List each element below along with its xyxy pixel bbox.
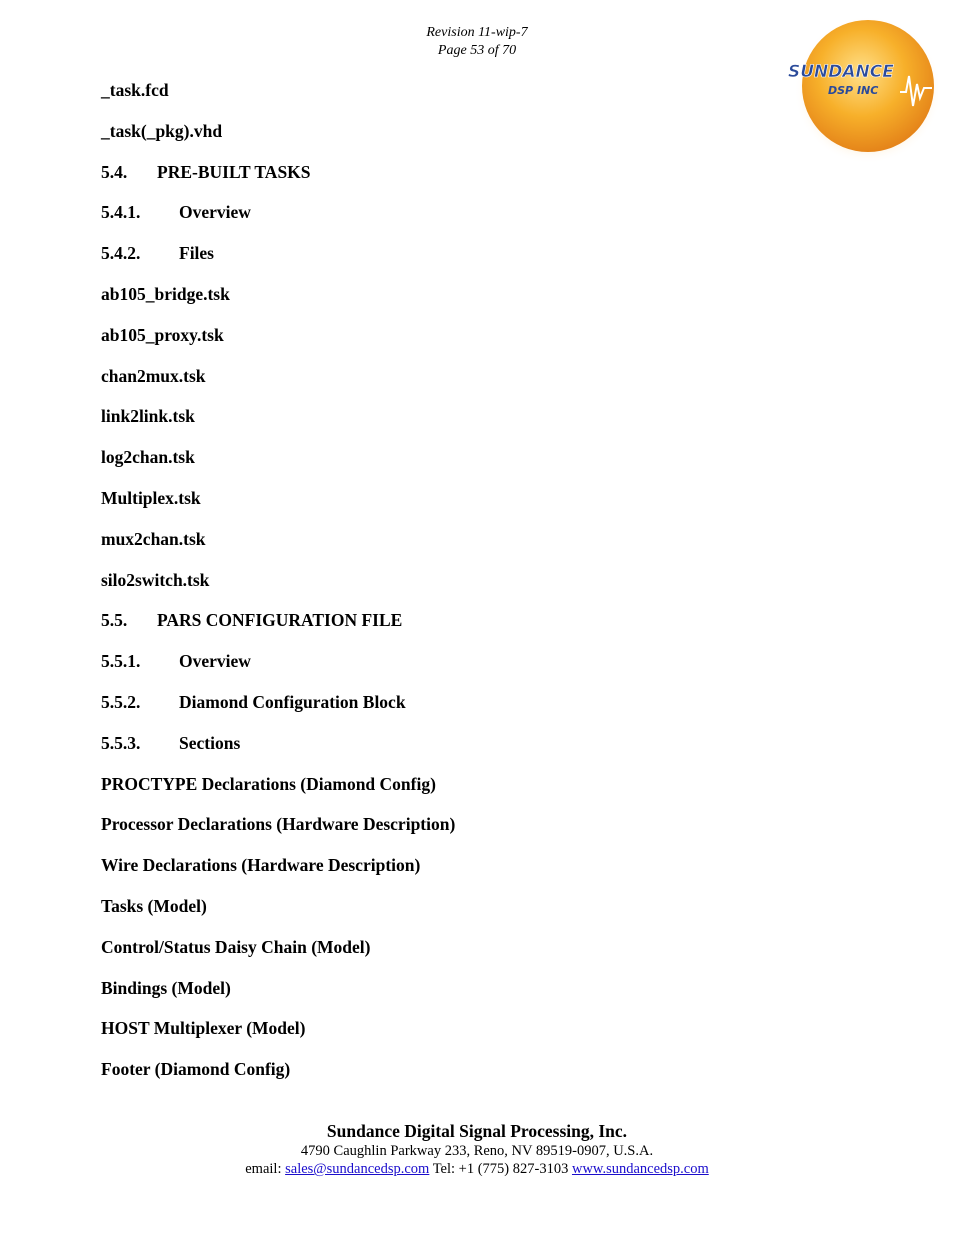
section-heading [101,731,801,772]
section-heading [101,160,801,201]
website-link[interactable]: www.sundancedsp.com [571,1161,709,1177]
file-heading [101,853,801,894]
file-heading [101,282,801,323]
heading-text: Tasks (Model) [101,895,207,916]
heading-text: silo2switch.tsk [101,569,210,590]
phone-text: Tel: +1 (775) 827-3103 [429,1161,572,1177]
file-heading [101,976,801,1017]
heading-text: Wire Declarations (Hardware Description) [101,855,421,876]
file-heading [101,527,801,568]
company-address: 4790 Caughlin Parkway 233, Reno, NV 89519-0907, U.S.A. [300,1143,654,1159]
section-heading [101,200,801,241]
heading-text: PARS CONFIGURATION FILE [157,610,403,631]
section-heading [101,690,801,731]
heading-text: Multiplex.tsk [101,487,201,508]
heading-text: Sections [179,732,241,753]
file-heading [101,935,801,976]
section-number: 5.4.2. [101,243,141,264]
heading-text: Footer (Diamond Config) [101,1059,291,1080]
file-heading [101,364,801,405]
page-number: Page 53 of 70 [437,43,517,58]
file-heading [101,486,801,527]
heading-text: chan2mux.tsk [101,365,206,386]
section-number: 5.5. [101,610,128,631]
file-heading [101,894,801,935]
logo-text-sundance: SUNDANCE [788,62,894,82]
company-name: Sundance Digital Signal Processing, Inc. [326,1121,628,1141]
heading-text: PRE-BUILT TASKS [157,161,311,182]
section-heading [101,608,801,649]
email-label: email: [245,1161,286,1177]
heading-text: link2link.tsk [101,406,195,427]
heading-text: HOST Multiplexer (Model) [101,1018,306,1039]
file-heading [101,812,801,853]
heading-text: Control/Status Daisy Chain (Model) [101,936,371,957]
page-footer [0,1120,954,1178]
section-heading [101,649,801,690]
file-heading [101,445,801,486]
heading-text: mux2chan.tsk [101,528,206,549]
revision-label: Revision 11-wip-7 [426,25,528,40]
heading-text: PROCTYPE Declarations (Diamond Config) [101,773,436,794]
heading-text: log2chan.tsk [101,447,195,468]
file-heading [101,1016,801,1057]
file-heading [101,772,801,813]
section-number: 5.5.2. [101,691,141,712]
file-heading [101,404,801,445]
section-number: 5.5.1. [101,651,141,672]
heading-text: ab105_proxy.tsk [101,324,224,345]
contact-line [0,1160,954,1178]
section-number: 5.5.3. [101,732,141,753]
section-number: 5.4. [101,161,128,182]
sundance-logo-graphic [782,14,938,170]
heading-text: ab105_bridge.tsk [101,283,230,304]
heading-text: Overview [179,202,251,223]
file-heading [101,119,801,160]
heading-text: Overview [179,651,251,672]
heading-text: Bindings (Model) [101,977,231,998]
file-heading [101,323,801,364]
file-heading [101,568,801,609]
heading-text: Processor Declarations (Hardware Description) [101,814,456,835]
sundance-logo [782,14,938,170]
file-heading [101,1057,801,1098]
heading-text: _task.fcd [101,80,169,100]
section-heading [101,241,801,282]
email-link[interactable]: sales@sundancedsp.com [285,1161,430,1177]
heading-text: Diamond Configuration Block [179,691,406,712]
heading-text: Files [179,243,214,264]
heading-text: _task(_pkg).vhd [101,120,223,141]
document-body [101,78,801,1098]
file-heading [101,78,801,119]
logo-text-dsp: DSP INC [828,84,879,97]
section-number: 5.4.1. [101,202,141,223]
